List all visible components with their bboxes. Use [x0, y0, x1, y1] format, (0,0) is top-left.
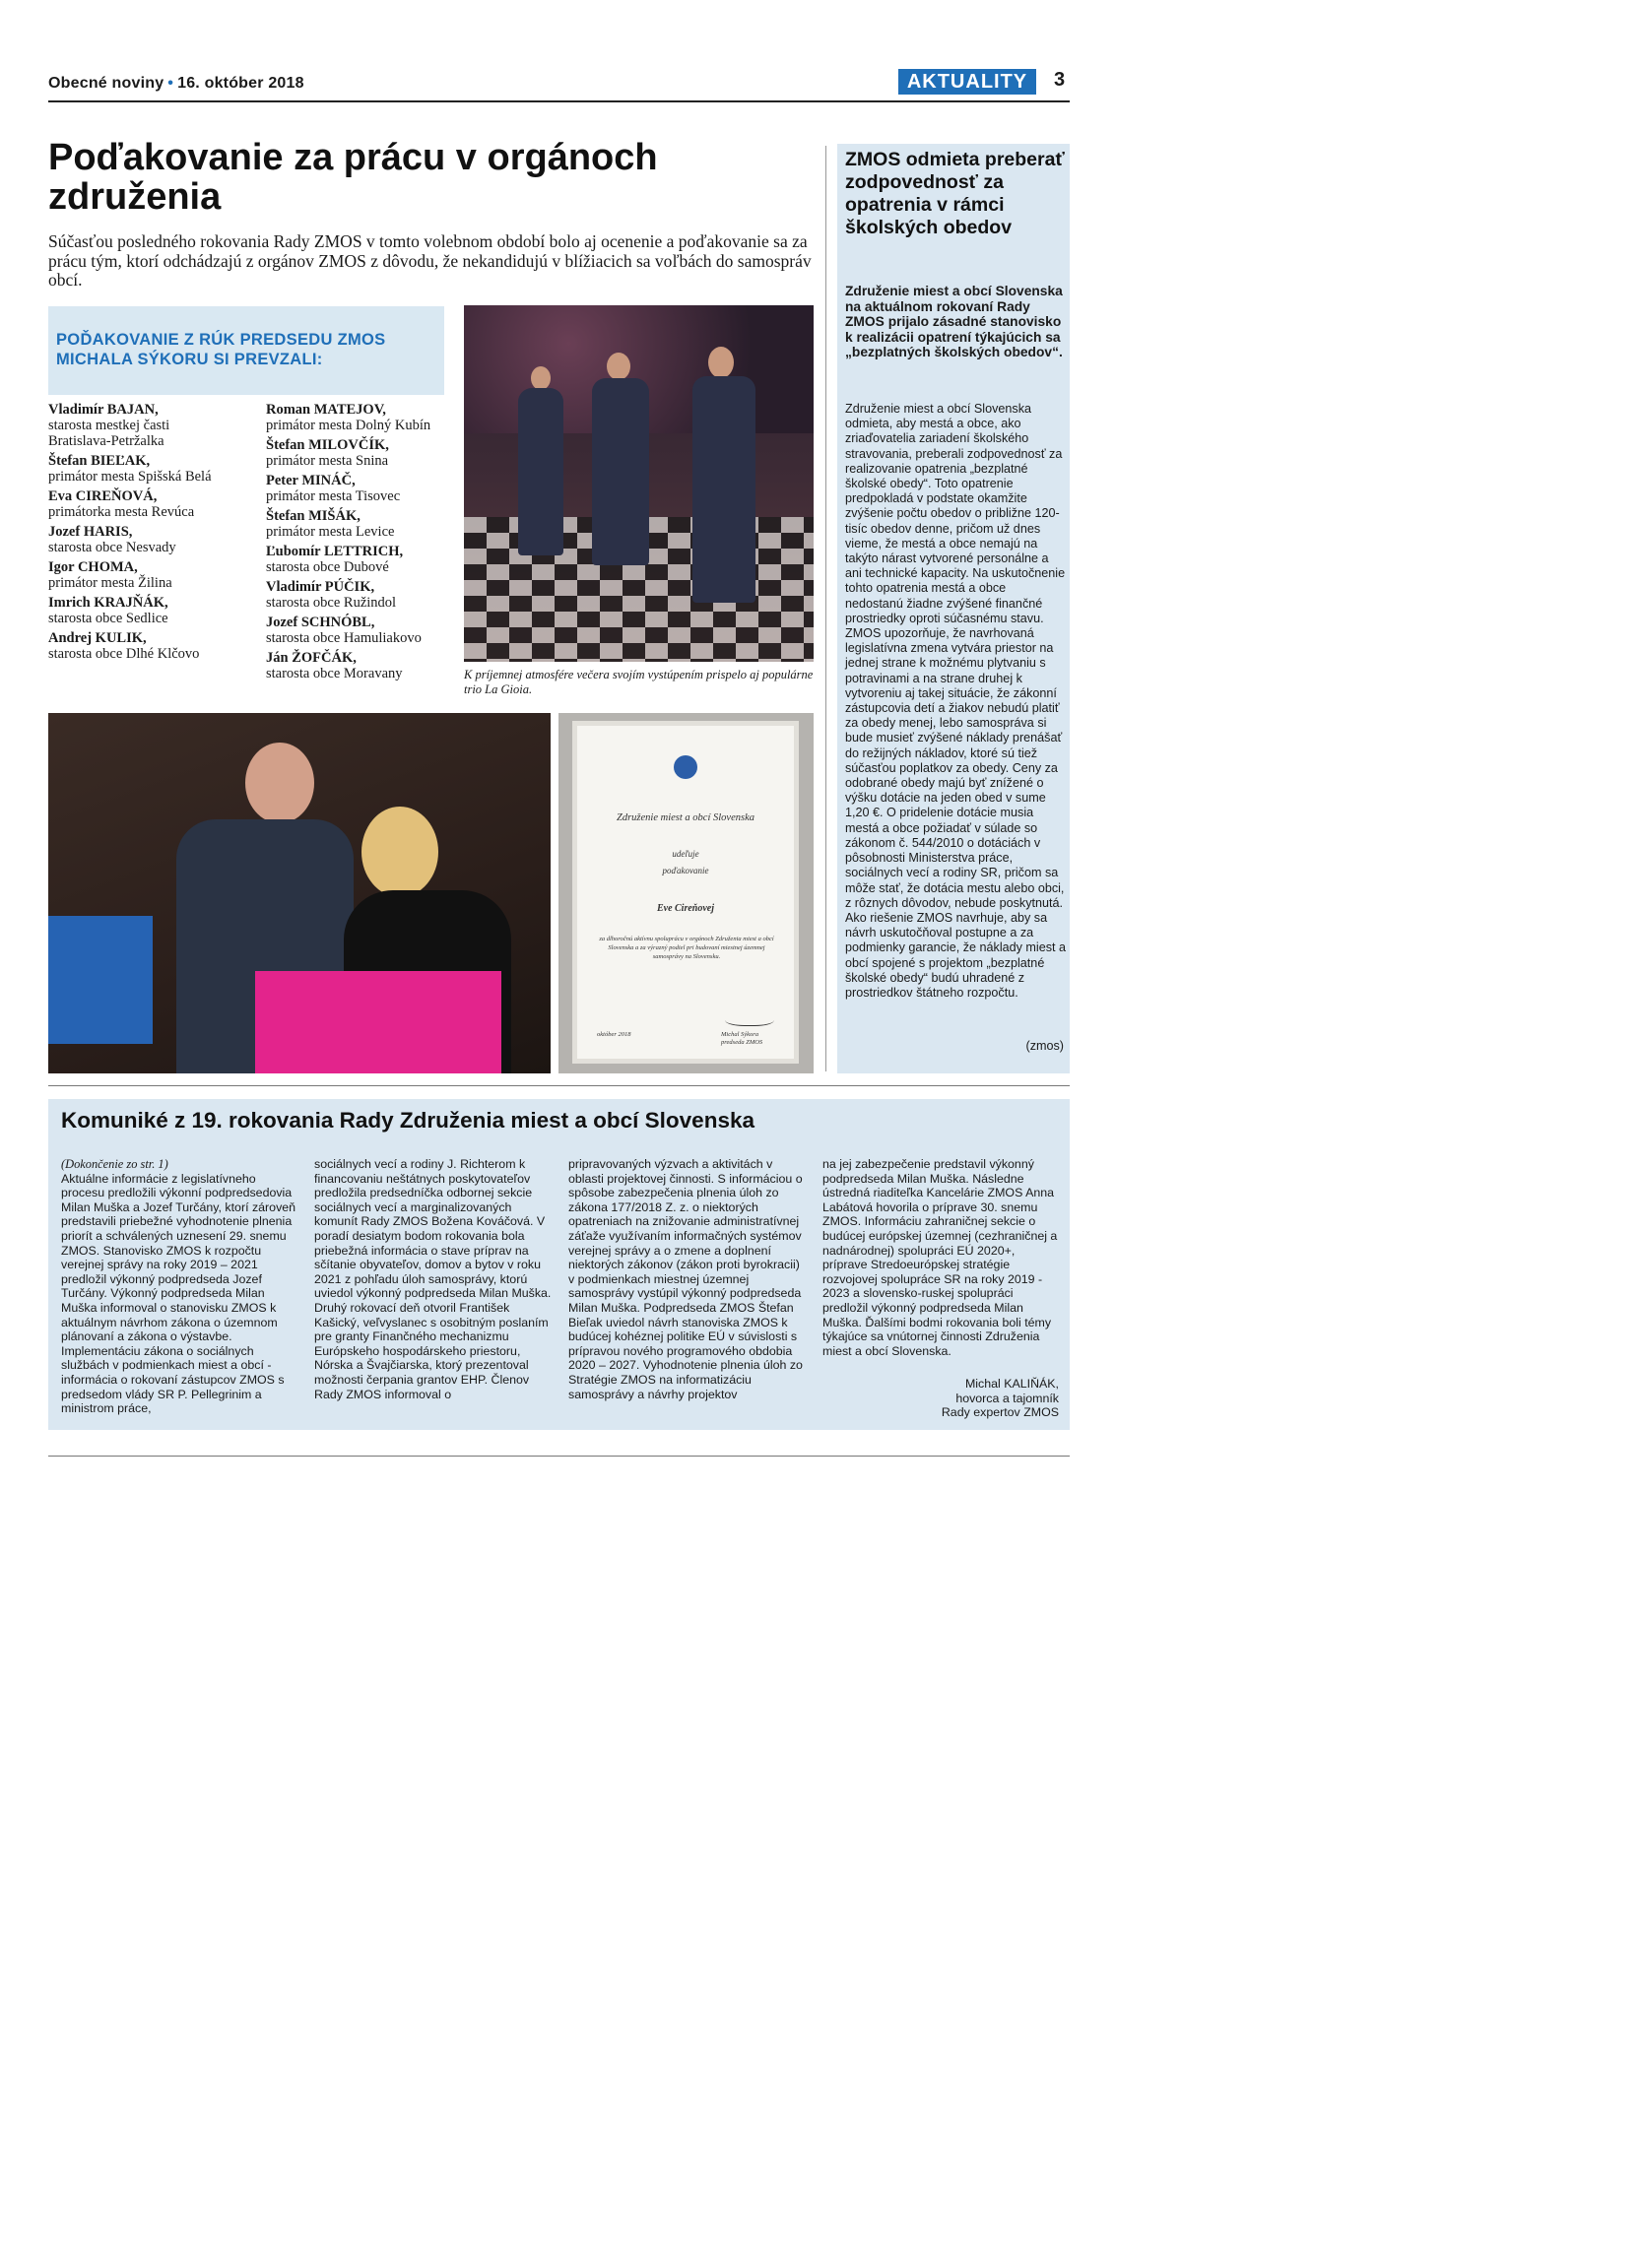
gift-box-pink [255, 971, 501, 1073]
certificate-award: poďakovanie [662, 866, 709, 875]
certificate-recipient: Eve Cireňovej [656, 903, 715, 914]
names-column-2 [266, 402, 463, 685]
publication-name: Obecné noviny [48, 75, 164, 92]
thanks-heading-line1: POĎAKOVANIE Z RÚK PREDSEDU ZMOS [56, 331, 386, 349]
author-name: Michal KALIŇÁK, [964, 1377, 1059, 1391]
certificate-grants: udeľuje [672, 849, 699, 859]
separator-dot: • [167, 75, 174, 92]
list-item: Peter MINÁČ, primátor mesta Tisovec [266, 473, 401, 504]
sidebar-source: (zmos) [1025, 1039, 1064, 1053]
certificate-photo [558, 713, 814, 1073]
singer-head [607, 353, 630, 380]
author-role: hovorca a tajomník [955, 1391, 1059, 1405]
sidebar-body: Združenie miest a obcí Slovenska odmieta, aby mestá a obce, ako zriaďovatelia zariadení školského stravovania, preberali zodpovednosť za realizovanie opatrenia „bezplatné školské obedy“. Toto opatrenie predpokladá v podstate okamžite zvýšenie počtu obedov o približne 120-tisíc obedov denne, pričom už dnes vieme, že mestá a obce nemajú na takýto nárast vytvorené personálne a ani technické kapacity. Na uskutočnenie tohto opatrenia mestá a obce nedostanú žiadne zvýšené finančné prostriedky oproti súčasnému stavu. ZMOS upozorňuje, že navrhovaná legislatívna zmena vytvára priestor na jednej strane k možnému plytvaniu s potravinami a na strane druhej k vytvoreniu aj takej situácie, že zákonní zástupcovia detí a žiakov nebudú platiť za obedy menej, lebo samospráva si bude musieť zvýšené náklady prenášať do režijných nákladov, ktoré sú tiež súčasťou poplatkov za obedy. Ceny za odobrané obedy majú byť znížené o výšku dotácie na jeden obed v sume 1,20 €. O pridelenie dotácie musia mestá a obce požiadať v súlade so zákonom č. 544/2010 o dotáciách v pôsobnosti Ministerstva práce, sociálnych vecí a rodiny SR, pričom sa môže stať, že dotácia mestu alebo obci, z rôznych dôvodov, nebude poskytnutá. Ako riešenie ZMOS navrhuje, aby sa návrh uskutočňoval postupne a za podmienky garancie, že náklady miest a obcí spojené s projektom „bezplatné školské obedy“ budú uhradené z prostriedkov štátneho rozpočtu. [845, 402, 1067, 1000]
communique-column-1 [61, 1157, 300, 1416]
singer-figure [518, 388, 563, 555]
certificate-org: Združenie miest a obcí Slovenska [617, 812, 754, 823]
list-item: Vladimír PÚČIK, starosta obce Ružindol [266, 579, 397, 611]
page-number: 3 [1054, 69, 1066, 91]
communique-column-3: pripravovaných výzvach a aktivitách v oblasti projektovej činnosti. S informáciou o spôsobe zabezpečenia plnenia úloh zo zákona 177/2018 Z. z. o niektorých opatreniach na znižovanie administratívnej záťaže využívaním informačných systémov verejnej správy a o zmene a doplnení niektorých zákonov (zákon proti byrokracii) v podmienkach miestnej územnej samosprávy vystúpil výkonný podpredseda Milan Muška. Podpredseda ZMOS Štefan Bieľak uviedol návrh stanoviska ZMOS k budúcej kohéznej politike EÚ v súvislosti s prípravou nového programového obdobia 2020 – 2027. Vyhodnotenie plnenia úloh zo Stratégie ZMOS na informatizáciu samosprávy a návrhy projektov [568, 1157, 803, 1401]
certificate-reason: za dlhoročnú aktívnu spoluprácu v orgánoch Združenia miest a obcí Slovenska a za výrazný podiel pri budovaní miestnej územnej samosprávy na Slovensku. [599, 936, 774, 960]
singer-head [531, 366, 551, 390]
list-item: Roman MATEJOV, primátor mesta Dolný Kubín [266, 402, 431, 433]
author-signature [906, 1377, 1059, 1420]
woman-head [361, 807, 438, 897]
list-item: Ján ŽOFČÁK, starosta obce Moravany [266, 650, 403, 681]
section-rule [48, 1085, 1070, 1086]
emblem-icon [674, 755, 697, 779]
signature [725, 1011, 774, 1026]
article-title: Poďakovanie za prácu v orgánoch združenia [48, 137, 658, 218]
list-item: Ľubomír LETTRICH, starosta obce Dubové [266, 544, 404, 575]
gift-box-blue [48, 916, 153, 1044]
singer-head [708, 347, 734, 378]
communique-title: Komuniké z 19. rokovania Rady Združenia miest a obcí Slovenska [61, 1108, 754, 1133]
certificate-date: október 2018 [597, 1031, 631, 1038]
list-item: Vladimír BAJAN, starosta mestkej časti Bratislava-Petržalka [48, 402, 170, 449]
list-item: Jozef HARIS, starosta obce Nesvady [48, 524, 176, 555]
list-item: Jozef SCHNÓBL, starosta obce Hamuliakovo [266, 615, 422, 646]
header-rule [48, 100, 1070, 102]
singer-figure [692, 376, 755, 603]
sidebar-title: ZMOS odmieta preberať zodpovednosť za opatrenia v rámci školských obedov [845, 149, 1065, 238]
list-item: Imrich KRAJŇÁK, starosta obce Sedlice [48, 595, 168, 626]
award-photo [48, 713, 551, 1073]
names-column-1 [48, 402, 260, 666]
article-lead: Súčasťou posledného rokovania Rady ZMOS v tomto volebnom období bolo aj ocenenie a poďakovanie sa za prácu tým, ktorí odchádzajú z orgánov ZMOS z dôvodu, že nekandidujú v blížiacich sa voľbách do samospráv obcí. [48, 231, 812, 290]
man-head [245, 743, 314, 823]
certificate [572, 721, 799, 1064]
continuation-note: (Dokončenie zo str. 1) [61, 1157, 168, 1171]
trio-photo [464, 305, 814, 662]
communique-column-4: na jej zabezpečenie predstavil výkonný podpredseda Milan Muška. Následne ústredná riaditeľka Kancelárie ZMOS Anna Labátová hovorila o príprave 30. snemu ZMOS. Informáciu zahraničnej sekcie o budúcej európskej územnej (cezhraničnej a nadnárodnej) spolupráci EÚ 2020+, príprave Stredoeurópskej stratégie rozvojovej spolupráce SR na roky 2019 - 2023 a slovensko-ruskej spolupráci predložil výkonný podpredseda Milan Muška. Ďalšími bodmi rokovania boli témy týkajúce sa vnútornej činnosti Združenia miest a obcí Slovenska. [822, 1157, 1058, 1358]
section-label: AKTUALITY [898, 69, 1036, 95]
masthead [48, 75, 304, 93]
thanks-heading-line2: MICHALA SÝKORU SI PREVZALI: [56, 351, 323, 368]
footer-rule [48, 1456, 1070, 1457]
list-item: Eva CIREŇOVÁ, primátorka mesta Revúca [48, 488, 195, 520]
communique-text-1: Aktuálne informácie z legislatívneho procesu predložili výkonní podpredsedovia Milan Muška a Jozef Turčány, ktorí zároveň predstavili priebežné vyhodnotenie plnenia priorít a schválených uznesení 29. snemu ZMOS. Stanovisko ZMOS k rozpočtu verejnej správy na roky 2019 – 2021 predložil výkonný podpredseda Jozef Turčány. Výkonný podpredseda Milan Muška informoval o stanovisku ZMOS k aktuálnym návrhom zákona o územnom plánovaní a zákona o výstavbe. Implementáciu zákona o sociálnych službách v podmienkach miest a obcí - informácia o rokovaní zástupcov ZMOS s predsedom vlády SR P. Pellegrinim a ministrom práce, [61, 1171, 296, 1416]
list-item: Štefan MILOVČÍK, primátor mesta Snina [266, 437, 389, 469]
communique-column-2: sociálnych vecí a rodiny J. Richterom k financovaniu neštátnych poskytovateľov predložila predsedníčka odbornej sekcie sociálnych vecí a marginalizovaných komunít Rady ZMOS Božena Kováčová. V poradí desiatym bodom rokovania bola priebežná informácia o stave príprav na sčítanie obyvateľov, domov a bytov v roku 2021 z pohľadu úloh samosprávy, ktorú uviedol výkonný podpredseda Milan Muška. Druhý rokovací deň otvoril František Kašický, veľvyslanec s osobitným poslaním pre granty Finančného mechanizmu Európskeho hospodárskeho priestoru, Nórska a Švajčiarska, ktorý prezentoval možnosti čerpania grantov EHP. Členov Rady ZMOS informoval o [314, 1157, 552, 1401]
thanks-heading [56, 330, 440, 369]
certificate-signatory: Michal Sýkora predseda ZMOS [721, 1031, 763, 1046]
column-divider [825, 146, 826, 1071]
author-role: Rady expertov ZMOS [941, 1405, 1059, 1420]
list-item: Igor CHOMA, primátor mesta Žilina [48, 559, 172, 591]
photo-caption: K príjemnej atmosfére večera svojím vystúpením prispelo aj populárne trio La Gioia. [464, 668, 814, 696]
issue-date: 16. október 2018 [177, 75, 304, 92]
list-item: Andrej KULIK, starosta obce Dlhé Klčovo [48, 630, 200, 662]
list-item: Štefan BIEĽAK, primátor mesta Spišská Belá [48, 453, 212, 485]
list-item: Štefan MIŠÁK, primátor mesta Levice [266, 508, 395, 540]
sidebar-lead: Združenie miest a obcí Slovenska na aktuálnom rokovaní Rady ZMOS prijalo zásadné stanovisko k realizácii opatrení týkajúcich sa „bezplatných školských obedov“. [845, 284, 1063, 359]
singer-figure [592, 378, 649, 565]
